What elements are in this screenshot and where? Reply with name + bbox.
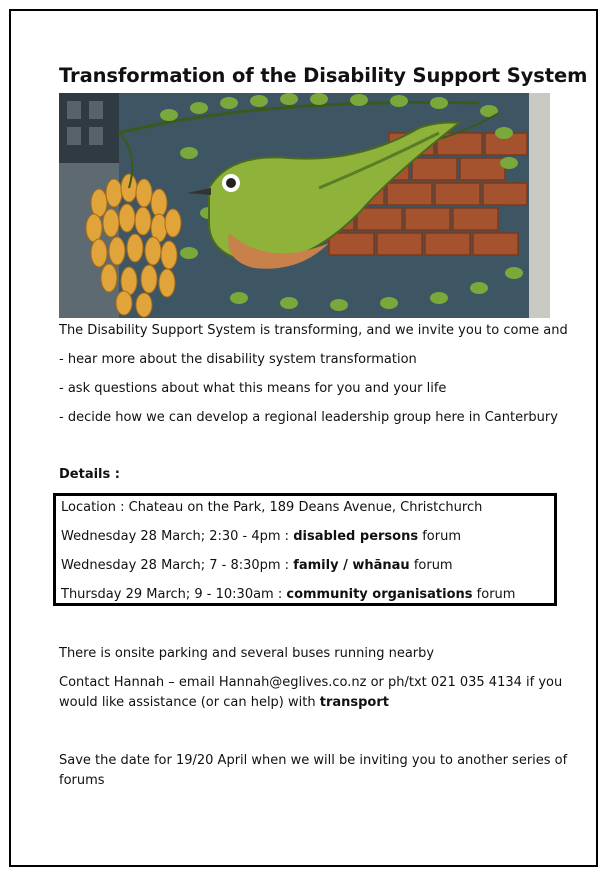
forum-suffix: forum <box>472 587 516 602</box>
forum-time: Wednesday 28 March; 7 - 8:30pm : <box>61 558 294 573</box>
forum-audience: community organisations <box>286 587 473 602</box>
contact-line-1: Contact Hannah – email Hannah@eglives.co.nz or ph/txt 021 035 4134 if you <box>59 675 563 690</box>
forum-audience: family / whānau <box>293 558 410 573</box>
transport-keyword: transport <box>319 695 389 710</box>
intro-text: The Disability Support System is transforming, and we invite you to come and <box>59 323 568 338</box>
bullet-item: - hear more about the disability system transformation <box>59 352 417 367</box>
forum-row <box>61 556 453 576</box>
forum-audience: disabled persons <box>293 529 419 544</box>
forum-row <box>61 585 515 605</box>
save-date-line-2: forums <box>59 773 105 788</box>
bullet-item: - decide how we can develop a regional leadership group here in Canterbury <box>59 410 558 425</box>
forum-row <box>61 527 461 547</box>
details-heading: Details : <box>59 467 120 482</box>
contact-text: would like assistance (or can help) with <box>59 695 320 710</box>
save-date-line-1: Save the date for 19/20 April when we will be inviting you to another series of <box>59 753 568 768</box>
forum-time: Wednesday 28 March; 2:30 - 4pm : <box>61 529 294 544</box>
location-line: Location : Chateau on the Park, 189 Deans Avenue, Christchurch <box>61 500 483 515</box>
mural-image <box>59 93 550 318</box>
mural-bird-flowers-icon <box>59 93 550 318</box>
forum-time: Thursday 29 March; 9 - 10:30am : <box>61 587 287 602</box>
forum-suffix: forum <box>418 529 462 544</box>
parking-text: There is onsite parking and several buses running nearby <box>59 646 435 661</box>
bullet-item: - ask questions about what this means for you and your life <box>59 381 447 396</box>
details-box <box>53 493 557 606</box>
contact-line-2 <box>59 693 389 713</box>
forum-suffix: forum <box>409 558 453 573</box>
page-title: Transformation of the Disability Support System <box>59 64 588 87</box>
